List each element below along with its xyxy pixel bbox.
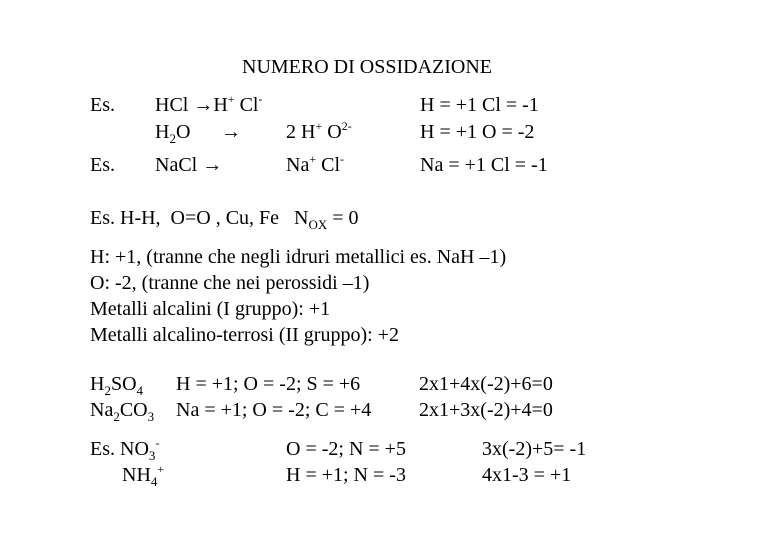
h-symbol: H (155, 121, 170, 143)
h2so4-formula (90, 373, 144, 398)
o-symbol: O (175, 121, 191, 143)
nh4-check: 4x1-3 = +1 (482, 464, 572, 486)
h2o-products (286, 119, 352, 143)
no3-check: 3x(-2)+5= -1 (482, 438, 587, 460)
nh4-states: H = +1; N = -3 (286, 464, 406, 486)
subscript: 3 (147, 409, 155, 424)
hcl-dissociation (155, 92, 263, 116)
nacl-formula (155, 155, 222, 175)
subscript: 2 (169, 131, 176, 146)
rule-line: O: -2, (tranne che nei perossidi –1) (90, 272, 370, 294)
rule-line: H: +1, (tranne che negli idruri metallici es. NaH –1) (90, 246, 507, 268)
charge: - (340, 152, 345, 166)
h-ion: 2 H (286, 121, 316, 143)
na2co3-states: Na = +1; O = -2; C = +4 (176, 399, 372, 421)
no3-states: O = -2; N = +5 (286, 438, 406, 460)
rule-line: Metalli alcalino-terrosi (II gruppo): +2 (90, 324, 399, 346)
arrow: → (202, 154, 223, 176)
arrow: → (193, 94, 214, 116)
h2so4-check: 2x1+4x(-2)+6=0 (419, 373, 553, 395)
charge: + (309, 152, 317, 166)
arrow: → (221, 121, 241, 143)
subscript: 4 (150, 474, 158, 489)
example-label-2: Es. (90, 154, 115, 176)
rule-line: Metalli alcalini (I gruppo): +1 (90, 298, 331, 320)
nh4-formula (122, 462, 165, 489)
cl-ion: Cl (321, 154, 341, 176)
h-ion: H (213, 94, 228, 116)
nacl-result: Na = +1 Cl = -1 (420, 154, 548, 176)
subscript: 3 (148, 448, 156, 463)
charge: 2- (341, 119, 352, 133)
h2so4-states: H = +1; O = -2; S = +6 (176, 373, 361, 395)
na-ion: Na (286, 154, 310, 176)
example-label-1: Es. (90, 94, 115, 116)
nacl-products (286, 152, 345, 176)
elements-suffix: = 0 (327, 207, 359, 229)
cl-ion: Cl (239, 94, 259, 116)
hcl-result: H = +1 Cl = -1 (420, 94, 539, 116)
charge: - (258, 92, 263, 106)
charge: - (155, 436, 160, 450)
h-symbol: H (90, 373, 105, 395)
page-title: NUMERO DI OSSIDAZIONE (242, 56, 492, 78)
h2o-result: H = +1 O = -2 (420, 121, 535, 143)
hcl-formula: HCl (155, 94, 189, 116)
elements-text: Es. H-H, O=O , Cu, Fe N (90, 207, 309, 229)
no3-formula (90, 436, 160, 463)
o-ion: O (327, 121, 342, 143)
charge: + (227, 92, 235, 106)
charge: + (315, 119, 323, 133)
subscript: 4 (136, 383, 144, 398)
subscript: 2 (104, 383, 111, 398)
na2co3-check: 2x1+3x(-2)+4=0 (419, 399, 553, 421)
na-symbol: Na (90, 399, 114, 421)
nh-symbol: NH (122, 464, 151, 486)
h2o-formula (155, 121, 191, 146)
nacl: NaCl (155, 154, 198, 176)
subscript: 2 (113, 409, 120, 424)
so-symbol: SO (110, 373, 137, 395)
charge: + (157, 462, 165, 476)
no-symbol: Es. NO (90, 438, 149, 460)
co-symbol: CO (119, 399, 148, 421)
na2co3-formula (90, 399, 155, 424)
subscript: OX (308, 217, 328, 232)
elements-line (90, 207, 359, 232)
